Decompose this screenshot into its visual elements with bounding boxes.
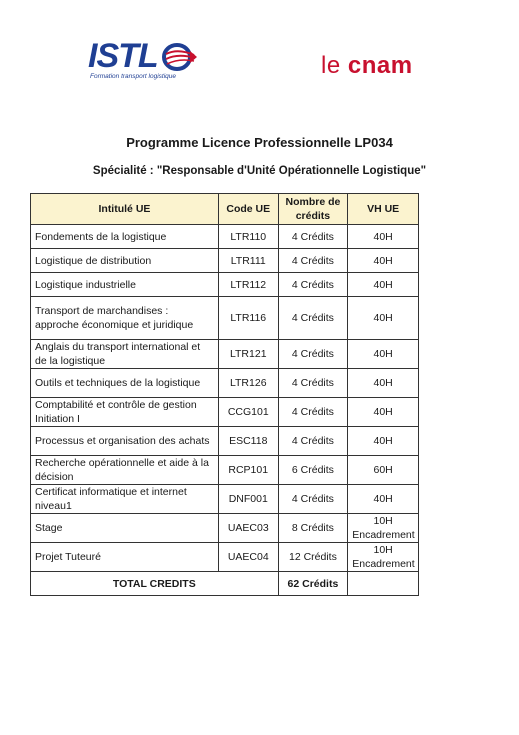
cnam-logo-prefix: le (321, 52, 348, 79)
cell-code: RCP101 (218, 456, 278, 485)
cell-vh: 60H (348, 456, 419, 485)
cell-code: CCG101 (218, 398, 278, 427)
table-row (31, 340, 419, 369)
table-row (31, 456, 419, 485)
cnam-logo-word: cnam (347, 52, 413, 79)
cell-ue: Certificat informatique et internet niveau1 (31, 485, 219, 514)
cell-vh: 40H (348, 398, 419, 427)
header-code: Code UE (218, 194, 278, 225)
logo-header (0, 0, 519, 100)
page-title: Programme Licence Professionnelle LP034 (126, 135, 393, 150)
istl-logo (88, 38, 208, 84)
table-row (31, 398, 419, 427)
cell-vh: 40H (348, 225, 419, 249)
cell-credits: 6 Crédits (278, 456, 348, 485)
cell-vh: 40H (348, 249, 419, 273)
table-row (31, 514, 419, 543)
cell-credits: 4 Crédits (278, 427, 348, 456)
table-row (31, 543, 419, 572)
cell-credits: 4 Crédits (278, 297, 348, 340)
cell-code: LTR111 (218, 249, 278, 273)
page-subtitle: Spécialité : "Responsable d'Unité Opérationnelle Logistique" (92, 165, 427, 177)
cell-ue: Processus et organisation des achats (31, 427, 219, 456)
cell-credits: 4 Crédits (278, 398, 348, 427)
table-row (31, 297, 419, 340)
cell-code: LTR121 (218, 340, 278, 369)
table-row (31, 225, 419, 249)
program-table (30, 193, 419, 596)
cell-code: LTR116 (218, 297, 278, 340)
table-row (31, 427, 419, 456)
cell-credits: 4 Crédits (278, 249, 348, 273)
cell-credits: 12 Crédits (278, 543, 348, 572)
cell-code: LTR112 (218, 273, 278, 297)
table-row (31, 369, 419, 398)
cell-vh: 40H (348, 485, 419, 514)
cell-credits: 4 Crédits (278, 369, 348, 398)
cell-vh: 10H Encadrement (348, 543, 419, 572)
table-row (31, 273, 419, 297)
cell-vh: 10H Encadrement (348, 514, 419, 543)
cell-vh: 40H (348, 297, 419, 340)
header-vh: VH UE (348, 194, 419, 225)
total-value: 62 Crédits (278, 572, 348, 596)
cell-credits: 4 Crédits (278, 273, 348, 297)
cell-credits: 4 Crédits (278, 485, 348, 514)
table-total-row (31, 572, 419, 596)
cell-ue: Outils et techniques de la logistique (31, 369, 219, 398)
header-intitule: Intitulé UE (31, 194, 219, 225)
cell-vh: 40H (348, 369, 419, 398)
cell-credits: 4 Crédits (278, 225, 348, 249)
table-row (31, 249, 419, 273)
cell-code: ESC118 (218, 427, 278, 456)
istl-logo-word: ISTL (88, 37, 158, 75)
cell-code: LTR126 (218, 369, 278, 398)
cell-ue: Projet Tuteuré (31, 543, 219, 572)
cell-ue: Logistique de distribution (31, 249, 219, 273)
cell-credits: 4 Crédits (278, 340, 348, 369)
cnam-logo (321, 52, 413, 80)
cell-ue: Logistique industrielle (31, 273, 219, 297)
cell-ue: Stage (31, 514, 219, 543)
cell-ue: Fondements de la logistique (31, 225, 219, 249)
cell-ue: Transport de marchandises : approche économique et juridique (31, 297, 219, 340)
cell-code: LTR110 (218, 225, 278, 249)
cell-vh: 40H (348, 340, 419, 369)
header-credits: Nombre de crédits (278, 194, 348, 225)
cell-ue: Anglais du transport international et de la logistique (31, 340, 219, 369)
cell-code: DNF001 (218, 485, 278, 514)
cell-vh: 40H (348, 427, 419, 456)
cell-vh: 40H (348, 273, 419, 297)
table-row (31, 485, 419, 514)
table-header-row (31, 194, 419, 225)
cell-code: UAEC03 (218, 514, 278, 543)
istl-tagline: Formation transport logistique (90, 73, 176, 80)
cell-code: UAEC04 (218, 543, 278, 572)
cell-ue: Comptabilité et contrôle de gestion Initiation I (31, 398, 219, 427)
total-label: TOTAL CREDITS (31, 572, 279, 596)
cell-credits: 8 Crédits (278, 514, 348, 543)
cell-ue: Recherche opérationnelle et aide à la décision (31, 456, 219, 485)
total-empty-cell (348, 572, 419, 596)
globe-swoosh-icon (160, 42, 198, 72)
